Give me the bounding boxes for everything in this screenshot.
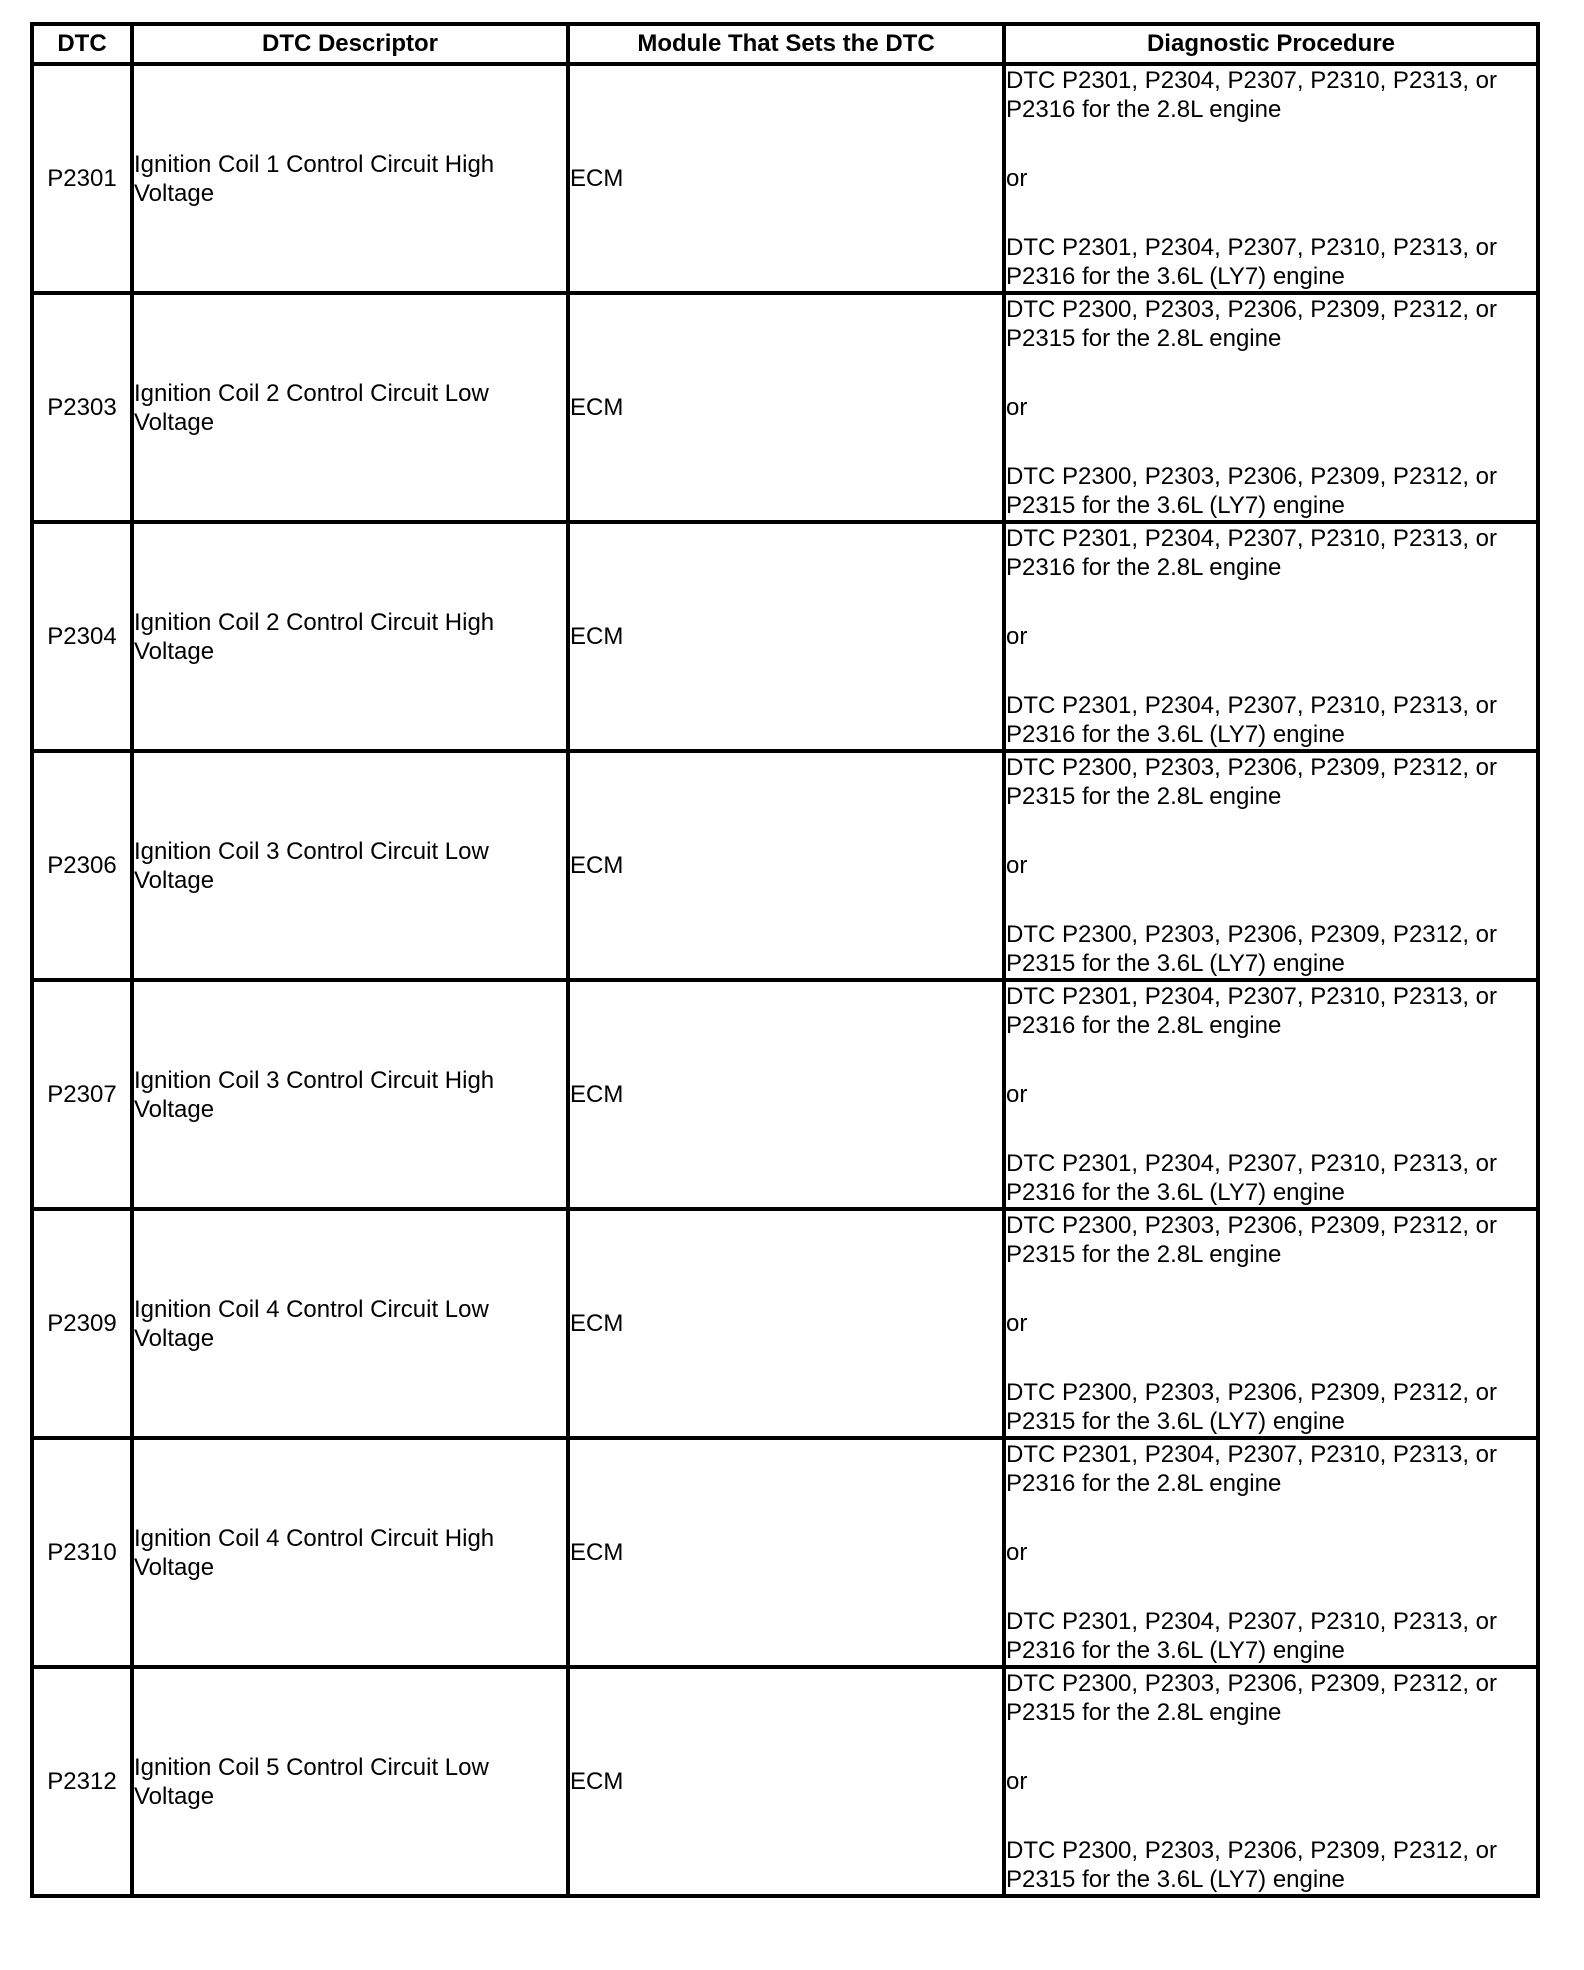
module-name: ECM bbox=[568, 751, 1004, 980]
column-header-diagnostic-procedure: Diagnostic Procedure bbox=[1004, 24, 1538, 64]
procedure-or: or bbox=[1006, 1081, 1028, 1108]
module-name: ECM bbox=[568, 64, 1004, 293]
dtc-code: P2303 bbox=[32, 293, 132, 522]
procedure-3-6l: DTC P2300, P2303, P2306, P2309, P2312, or P2315 for the 3.6L (LY7) engine bbox=[1006, 1837, 1498, 1893]
procedure-or: or bbox=[1006, 1539, 1028, 1566]
table-row bbox=[32, 980, 1538, 1209]
dtc-descriptor: Ignition Coil 4 Control Circuit Low Voltage bbox=[132, 1209, 568, 1438]
diagnostic-procedure bbox=[1004, 980, 1538, 1209]
procedure-2-8l: DTC P2300, P2303, P2306, P2309, P2312, or P2315 for the 2.8L engine bbox=[1006, 754, 1498, 810]
procedure-3-6l: DTC P2300, P2303, P2306, P2309, P2312, or P2315 for the 3.6L (LY7) engine bbox=[1006, 1379, 1498, 1435]
column-header-dtc: DTC bbox=[32, 24, 132, 64]
table-row bbox=[32, 64, 1538, 293]
module-name: ECM bbox=[568, 1667, 1004, 1896]
procedure-3-6l: DTC P2300, P2303, P2306, P2309, P2312, or P2315 for the 3.6L (LY7) engine bbox=[1006, 463, 1498, 519]
module-name: ECM bbox=[568, 293, 1004, 522]
table-header-row bbox=[32, 24, 1538, 64]
procedure-2-8l: DTC P2301, P2304, P2307, P2310, P2313, or P2316 for the 2.8L engine bbox=[1006, 67, 1498, 123]
diagnostic-procedure bbox=[1004, 64, 1538, 293]
diagnostic-procedure bbox=[1004, 751, 1538, 980]
dtc-descriptor: Ignition Coil 3 Control Circuit High Voltage bbox=[132, 980, 568, 1209]
table-row bbox=[32, 1209, 1538, 1438]
table-row bbox=[32, 751, 1538, 980]
procedure-or: or bbox=[1006, 394, 1028, 421]
procedure-2-8l: DTC P2301, P2304, P2307, P2310, P2313, or P2316 for the 2.8L engine bbox=[1006, 983, 1498, 1039]
procedure-or: or bbox=[1006, 852, 1028, 879]
dtc-descriptor: Ignition Coil 2 Control Circuit Low Voltage bbox=[132, 293, 568, 522]
procedure-3-6l: DTC P2301, P2304, P2307, P2310, P2313, or P2316 for the 3.6L (LY7) engine bbox=[1006, 1150, 1498, 1206]
dtc-code: P2310 bbox=[32, 1438, 132, 1667]
dtc-descriptor: Ignition Coil 3 Control Circuit Low Voltage bbox=[132, 751, 568, 980]
dtc-code: P2307 bbox=[32, 980, 132, 1209]
dtc-code: P2306 bbox=[32, 751, 132, 980]
module-name: ECM bbox=[568, 1209, 1004, 1438]
diagnostic-procedure bbox=[1004, 522, 1538, 751]
table-row bbox=[32, 293, 1538, 522]
dtc-code: P2312 bbox=[32, 1667, 132, 1896]
module-name: ECM bbox=[568, 980, 1004, 1209]
procedure-2-8l: DTC P2300, P2303, P2306, P2309, P2312, or P2315 for the 2.8L engine bbox=[1006, 1212, 1498, 1268]
dtc-descriptor: Ignition Coil 4 Control Circuit High Voltage bbox=[132, 1438, 568, 1667]
dtc-descriptor: Ignition Coil 1 Control Circuit High Voltage bbox=[132, 64, 568, 293]
module-name: ECM bbox=[568, 1438, 1004, 1667]
procedure-or: or bbox=[1006, 1768, 1028, 1795]
procedure-or: or bbox=[1006, 1310, 1028, 1337]
procedure-3-6l: DTC P2300, P2303, P2306, P2309, P2312, or P2315 for the 3.6L (LY7) engine bbox=[1006, 921, 1498, 977]
diagnostic-procedure bbox=[1004, 293, 1538, 522]
procedure-2-8l: DTC P2301, P2304, P2307, P2310, P2313, or P2316 for the 2.8L engine bbox=[1006, 525, 1498, 581]
procedure-3-6l: DTC P2301, P2304, P2307, P2310, P2313, or P2316 for the 3.6L (LY7) engine bbox=[1006, 1608, 1498, 1664]
dtc-table bbox=[30, 22, 1540, 1898]
diagnostic-procedure bbox=[1004, 1667, 1538, 1896]
column-header-module: Module That Sets the DTC bbox=[568, 24, 1004, 64]
procedure-3-6l: DTC P2301, P2304, P2307, P2310, P2313, or P2316 for the 3.6L (LY7) engine bbox=[1006, 234, 1498, 290]
procedure-2-8l: DTC P2300, P2303, P2306, P2309, P2312, or P2315 for the 2.8L engine bbox=[1006, 1670, 1498, 1726]
diagnostic-procedure bbox=[1004, 1209, 1538, 1438]
table-row bbox=[32, 522, 1538, 751]
dtc-descriptor: Ignition Coil 5 Control Circuit Low Voltage bbox=[132, 1667, 568, 1896]
module-name: ECM bbox=[568, 522, 1004, 751]
procedure-or: or bbox=[1006, 623, 1028, 650]
dtc-code: P2301 bbox=[32, 64, 132, 293]
procedure-2-8l: DTC P2301, P2304, P2307, P2310, P2313, or P2316 for the 2.8L engine bbox=[1006, 1441, 1498, 1497]
dtc-descriptor: Ignition Coil 2 Control Circuit High Voltage bbox=[132, 522, 568, 751]
procedure-or: or bbox=[1006, 165, 1028, 192]
dtc-code: P2304 bbox=[32, 522, 132, 751]
procedure-2-8l: DTC P2300, P2303, P2306, P2309, P2312, or P2315 for the 2.8L engine bbox=[1006, 296, 1498, 352]
table-row bbox=[32, 1667, 1538, 1896]
table-row bbox=[32, 1438, 1538, 1667]
diagnostic-procedure bbox=[1004, 1438, 1538, 1667]
procedure-3-6l: DTC P2301, P2304, P2307, P2310, P2313, or P2316 for the 3.6L (LY7) engine bbox=[1006, 692, 1498, 748]
dtc-code: P2309 bbox=[32, 1209, 132, 1438]
column-header-dtc-descriptor: DTC Descriptor bbox=[132, 24, 568, 64]
